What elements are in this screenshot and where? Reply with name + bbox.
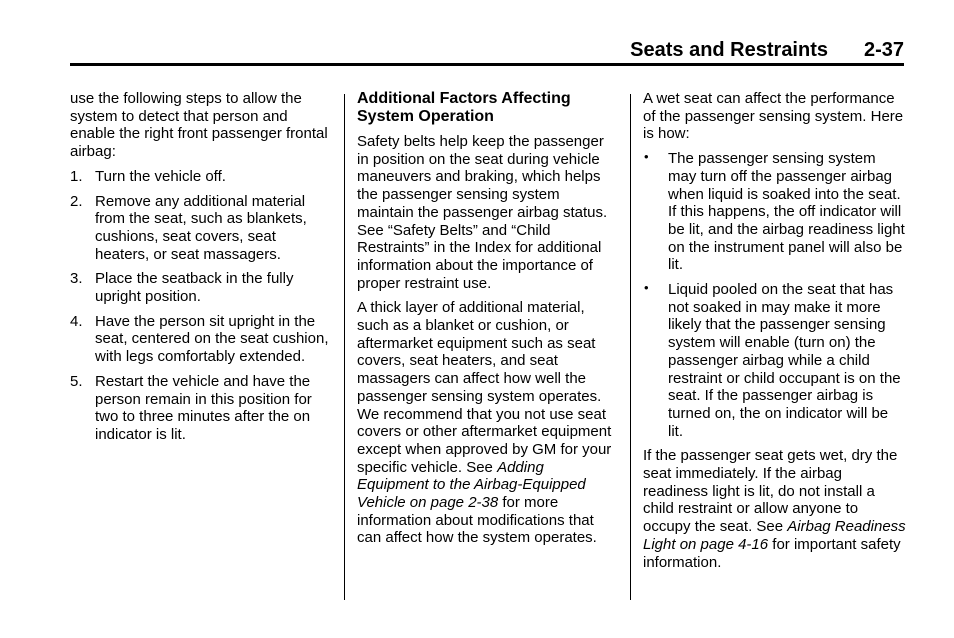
- wet-seat-paragraph: [643, 447, 907, 571]
- step-item: [70, 373, 332, 444]
- bullet-text: The passenger sensing system may turn off the passenger airbag when liquid is soaked into the seat. If this happens, the off indicator will be lit, and the airbag readiness light on the instrument panel will also be lit.: [668, 150, 905, 274]
- section-heading: Additional Factors Affecting System Operation: [357, 90, 571, 125]
- paragraph-text: for more information about modifications that can affect how the system operates.: [357, 494, 597, 547]
- column-right: [643, 90, 907, 578]
- section-title: Seats and Restraints: [630, 39, 828, 61]
- page-number: 2-37: [863, 39, 904, 61]
- step-text: Remove any additional material from the seat, such as blankets, cushions, seat covers, seat heaters, or seat massagers.: [95, 192, 307, 263]
- paragraph-text: A thick layer of additional material, such as a blanket or cushion, or aftermarket equipment such as seat covers, seat heaters, and seat massagers can affect how well the passenger sensing system operates. We recommend that you not use seat covers or other aftermarket equipment except when approved by GM for your specific vehicle. See: [357, 299, 612, 476]
- bullet-item: [643, 281, 907, 440]
- step-item: [70, 313, 332, 366]
- bullet-icon: •: [644, 149, 649, 165]
- step-text: Have the person sit upright in the seat, centered on the seat cushion, with legs comfortably extended.: [95, 312, 329, 366]
- column-divider: [630, 94, 631, 600]
- step-item: [70, 193, 332, 264]
- safety-belts-paragraph: Safety belts help keep the passenger in position on the seat during vehicle maneuvers and braking, which helps the passenger sensing system maintain the passenger airbag status. See “Safety Belts” and “Child Restraints” in the Index for additional information about the importance of proper restraint use.: [357, 133, 608, 292]
- step-text: Place the seatback in the fully upright position.: [95, 270, 294, 306]
- step-number: 1.: [70, 167, 83, 185]
- page-header: [70, 38, 904, 62]
- step-text: Restart the vehicle and have the person remain in this position for two to three minutes after the on indicator is lit.: [95, 372, 312, 443]
- header-rule: [70, 63, 904, 66]
- bullet-text: Liquid pooled on the seat that has not soaked in may make it more likely that the passenger sensing system will enable (turn on) the passenger airbag while a child restraint or child occupant is on the seat. If the passenger airbag is turned on, the on indicator will be lit.: [668, 281, 901, 440]
- cross-reference: Adding Equipment to the Airbag-Equipped Vehicle on page 2-38: [357, 458, 586, 512]
- intro-paragraph: use the following steps to allow the system to detect that person and enable the right front passenger frontal airbag:: [70, 90, 328, 161]
- column-left: [70, 90, 332, 451]
- paragraph-text: If the passenger seat gets wet, dry the seat immediately. If the airbag readiness light is lit, do not install a child restraint or allow anyone to occupy the seat. See: [643, 447, 898, 536]
- step-number: 3.: [70, 270, 83, 288]
- step-item: [70, 270, 332, 305]
- column-divider: [344, 94, 345, 600]
- step-number: 4.: [70, 312, 83, 330]
- step-item: [70, 168, 332, 186]
- additional-material-paragraph: [357, 299, 619, 547]
- column-middle: [357, 90, 619, 554]
- paragraph-text: for important safety information.: [643, 535, 901, 571]
- step-text: Turn the vehicle off.: [95, 167, 226, 185]
- step-number: 2.: [70, 192, 83, 210]
- wet-seat-intro: A wet seat can affect the performance of the passenger sensing system. Here is how:: [643, 90, 904, 143]
- bullet-item: [643, 150, 907, 274]
- bullet-icon: •: [644, 280, 649, 296]
- step-number: 5.: [70, 372, 83, 390]
- cross-reference: Airbag Readiness Light on page 4-16: [643, 518, 906, 553]
